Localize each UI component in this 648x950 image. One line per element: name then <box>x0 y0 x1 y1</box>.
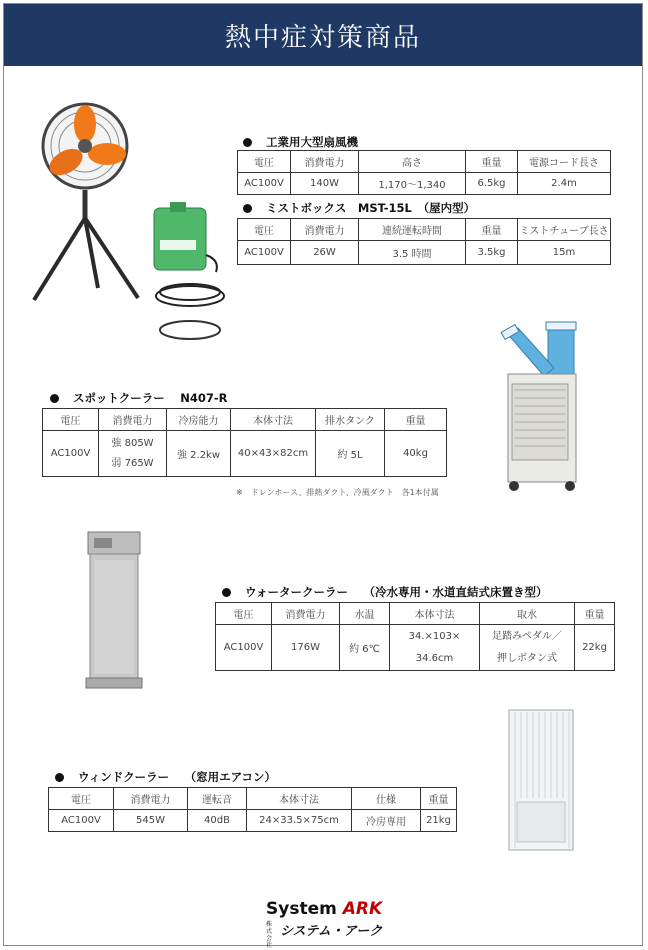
table-header-row: 電圧 消費電力 水温 本体寸法 取水 重量 <box>216 603 615 625</box>
spot-spec-table <box>42 408 447 477</box>
logo-english: System ARK <box>266 899 383 919</box>
window-section-title: ウィンドクーラー （窓用エアコン） <box>55 769 276 785</box>
window-cooler-image <box>507 708 575 852</box>
bullet-icon <box>243 138 252 147</box>
table-row: AC100V 140W 1,170～1,340 6.5kg 2.4m <box>238 173 611 195</box>
table-row: AC100V 強 805W 弱 765W 強 2.2kw 40×43×82cm 約 5L 40kg <box>43 431 447 477</box>
water-cooler-image <box>84 528 144 690</box>
bullet-icon <box>55 773 64 782</box>
water-section-title: ウォータークーラー （冷水専用・水道直結式床置き型） <box>222 584 548 600</box>
bullet-icon <box>243 204 252 213</box>
water-spec-table <box>215 602 615 671</box>
mist-spec-table <box>237 218 611 265</box>
spot-accessory-note: ※ ドレンホース、排熱ダクト、冷風ダクト 各1本付属 <box>236 488 439 497</box>
table-row: AC100V 176W 約 6℃ 34.×103× 34.6cm 足踏みペダル／ 押しボタン式 22kg <box>216 625 615 671</box>
company-logo <box>260 893 384 949</box>
mist-box-image <box>150 200 230 350</box>
spot-cooler-image <box>496 318 586 494</box>
mist-section-title: ミストボックス MST-15L （屋内型） <box>243 200 475 216</box>
logo-corp-label: 株式会社 <box>266 921 273 949</box>
table-row: AC100V 26W 3.5 時間 3.5kg 15m <box>238 241 611 265</box>
table-header-row: 電圧 消費電力 運転音 本体寸法 仕様 重量 <box>49 788 457 810</box>
logo-japanese: システム・アーク <box>280 924 383 939</box>
bullet-icon <box>50 394 59 403</box>
table-header-row: 電圧 消費電力 高さ 重量 電源コード長さ <box>238 151 611 173</box>
fan-spec-table <box>237 150 611 195</box>
table-row: AC100V 545W 40dB 24×33.5×75cm 冷房専用 21kg <box>49 810 457 832</box>
page-title: 熱中症対策商品 <box>4 4 642 66</box>
table-header-row: 電圧 消費電力 連続運転時間 重量 ミストチューブ長さ <box>238 219 611 241</box>
spot-section-title: スポットクーラー N407-R <box>50 390 228 406</box>
table-header-row: 電圧 消費電力 冷房能力 本体寸法 排水タンク 重量 <box>43 409 447 431</box>
industrial-fan-image <box>28 100 143 310</box>
fan-section-title: 工業用大型扇風機 <box>243 134 358 150</box>
window-spec-table <box>48 787 457 832</box>
bullet-icon <box>222 588 231 597</box>
